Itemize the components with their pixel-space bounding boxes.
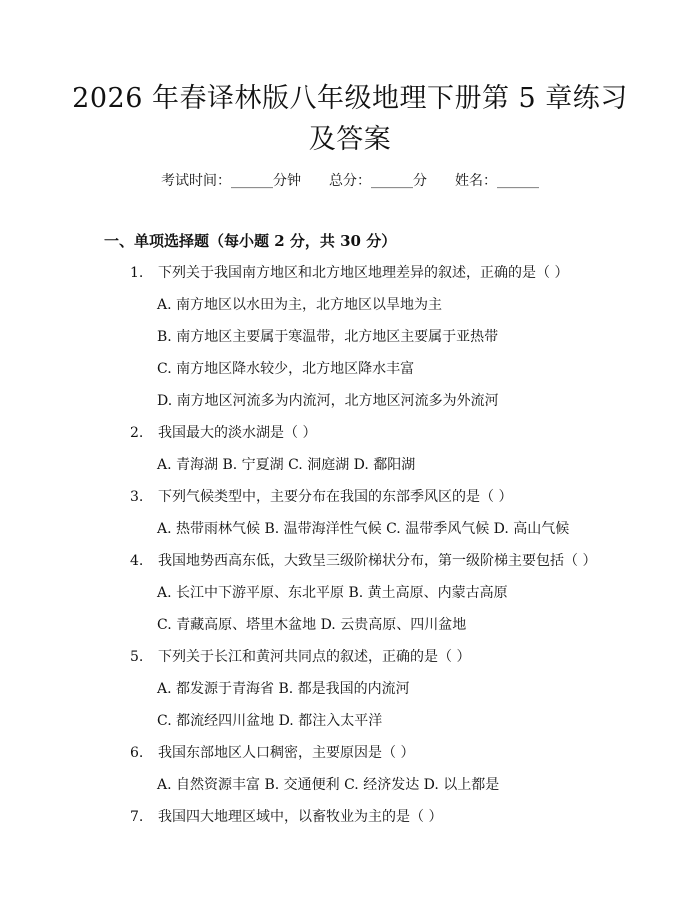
question-number: 3.	[130, 489, 144, 505]
section-heading-single-choice: 一、单项选择题（每小题 2 分，共 30 分）	[104, 232, 397, 250]
question-1	[130, 262, 568, 282]
question-1-option-c: C. 南方地区降水较少，北方地区降水丰富	[157, 361, 415, 377]
question-number: 4.	[130, 553, 144, 569]
question-number: 6.	[130, 745, 144, 761]
question-4	[130, 550, 596, 570]
question-4-options-cd: C. 青藏高原、塔里木盆地 D. 云贵高原、四川盆地	[157, 617, 467, 633]
question-2-options: A. 青海湖 B. 宁夏湖 C. 洞庭湖 D. 鄱阳湖	[157, 457, 416, 473]
question-6	[130, 742, 414, 762]
question-5-options-cd: C. 都流经四川盆地 D. 都注入太平洋	[157, 713, 383, 729]
page-title: 2026 年春译林版八年级地理下册第 5 章练习及答案	[72, 83, 628, 155]
question-number: 5.	[130, 649, 144, 665]
question-5	[130, 646, 470, 666]
question-1-option-a: A. 南方地区以水田为主，北方地区以旱地为主	[157, 297, 443, 313]
question-stem: 我国四大地理区域中，以畜牧业为主的是（ ）	[158, 809, 443, 825]
question-stem: 我国地势西高东低，大致呈三级阶梯状分布，第一级阶梯主要包括（ ）	[158, 553, 597, 569]
question-1-option-d: D. 南方地区河流多为内流河，北方地区河流多为外流河	[157, 393, 499, 409]
question-number: 7.	[130, 809, 144, 825]
question-4-options-ab: A. 长江中下游平原、东北平原 B. 黄土高原、内蒙古高原	[157, 585, 508, 601]
question-5-options-ab: A. 都发源于青海省 B. 都是我国的内流河	[157, 681, 410, 697]
question-stem: 我国最大的淡水湖是（ ）	[158, 425, 317, 441]
question-1-option-b: B. 南方地区主要属于寒温带，北方地区主要属于亚热带	[157, 329, 499, 345]
question-number: 1.	[130, 265, 144, 281]
question-stem: 下列关于长江和黄河共同点的叙述，正确的是（ ）	[158, 649, 471, 665]
exam-meta	[0, 170, 700, 190]
total-score-field: 总分：______分	[329, 173, 427, 189]
question-7	[130, 806, 442, 826]
question-stem: 下列关于我国南方地区和北方地区地理差异的叙述，正确的是（ ）	[158, 265, 569, 281]
question-stem: 下列气候类型中，主要分布在我国的东部季风区的是（ ）	[158, 489, 513, 505]
question-6-options: A. 自然资源丰富 B. 交通便利 C. 经济发达 D. 以上都是	[157, 777, 500, 793]
question-stem: 我国东部地区人口稠密，主要原因是（ ）	[158, 745, 415, 761]
question-3	[130, 486, 512, 506]
question-2	[130, 422, 316, 442]
question-number: 2.	[130, 425, 144, 441]
question-3-options: A. 热带雨林气候 B. 温带海洋性气候 C. 温带季风气候 D. 高山气候	[157, 521, 570, 537]
exam-time-field: 考试时间：______分钟	[161, 173, 301, 189]
name-field: 姓名：______	[455, 173, 539, 189]
